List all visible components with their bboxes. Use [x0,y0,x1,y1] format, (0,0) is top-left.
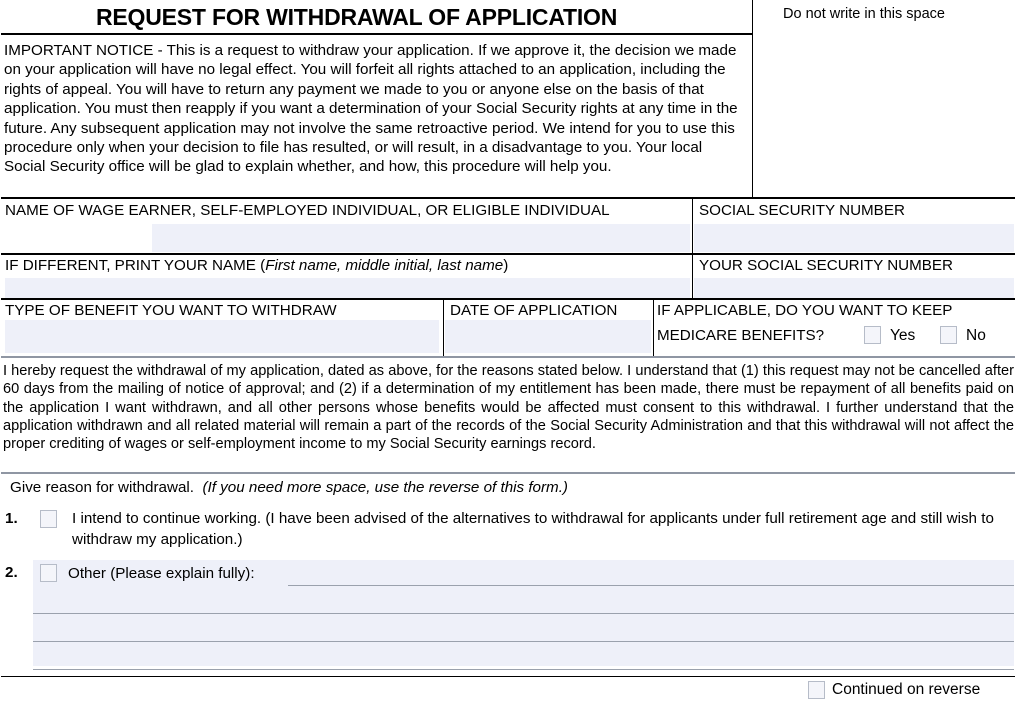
your-social-security-number-input[interactable] [694,278,1014,298]
legal-statement-text: I hereby request the withdrawal of my application, dated as above, for the reasons stated below. I understand that (1) this request may not be cancelled after 60 days from the mailing of notice of approval; and (2) if a determination of my entitlement has been made, there must be repayment of all benefits paid on the application I want withdrawn, and all other persons whose benefits would be affected must consent to this withdrawal. I further understand that the application withdrawn and all related material will remain a part of the records of the Social Security Administration and that this withdrawal will not affect the proper crediting of wages or self-employment income to my Social Security earnings record. [3,363,1014,453]
reason-item-2-writeline-2[interactable] [33,613,1014,614]
reason-item-2-number: 2. [5,564,18,581]
notice-bottom-rule [1,197,1015,199]
if-different-name-label-close: ) [503,257,509,274]
reason-item-1-text: I intend to continue working. (I have been advised of the alternatives to withdrawal for applicants under full retirement age and still wish to withdraw my application.) [72,510,994,548]
date-of-application-input[interactable] [445,320,651,353]
give-reason-prompt-italic: (If you need more space, use the reverse of this form.) [202,479,568,496]
if-different-ssn-divider [692,253,693,298]
if-different-name-label [5,256,508,275]
medicare-yes-label: Yes [890,327,916,344]
name-ssn-divider [692,197,693,253]
reason-item-2-writeline-3[interactable] [33,641,1014,642]
benefit-date-divider [443,298,444,356]
name-wage-earner-input[interactable] [152,224,690,252]
name-row-bottom-rule [1,253,1015,255]
if-different-row-bottom-rule [1,298,1015,300]
reason-item-1-number: 1. [5,510,18,527]
medicare-no-checkbox[interactable] [940,326,957,344]
reason-item-2-writeline-4[interactable] [33,669,1014,670]
social-security-number-input[interactable] [694,224,1014,252]
date-medicare-divider [653,298,654,356]
reason-item-2-writeline-1[interactable] [288,585,1014,586]
type-of-benefit-input[interactable] [5,320,439,353]
name-wage-earner-label: NAME OF WAGE EARNER, SELF-EMPLOYED INDIVIDUAL, OR ELIGIBLE INDIVIDUAL [5,202,610,219]
important-notice-text: IMPORTANT NOTICE - This is a request to withdraw your application. If we approve it, the decision we made on your application will have no legal effect. You will forfeit all rights attached to an application, including the rights of appeal. You will have to return any payment we made to you or anyone else on the basis of that application. You must then reapply if you want a determination of your Social Security rights at any time in the future. Any subsequent application may not involve the same retroactive period. We intend for you to use this procedure only when your decision to file has resulted, or will result, in a disadvantage to you. Your local Social Security office will be glad to explain whether, and how, this procedure will help you. [4,42,738,176]
page-title: REQUEST FOR WITHDRAWAL OF APPLICATION [96,4,618,30]
type-of-benefit-label: TYPE OF BENEFIT YOU WANT TO WITHDRAW [5,302,337,319]
medicare-no-label: No [966,327,986,344]
do-not-write-note: Do not write in this space [783,6,945,22]
footer-top-rule [1,676,1015,677]
if-different-name-label-plain: IF DIFFERENT, PRINT YOUR NAME ( [5,257,266,274]
benefit-row-bottom-rule [1,356,1015,358]
give-reason-prompt [10,479,568,496]
medicare-label-line2: MEDICARE BENEFITS? [657,327,825,344]
title-underline [1,33,752,35]
continued-on-reverse-checkbox[interactable] [808,681,825,699]
continued-on-reverse-label: Continued on reverse [832,681,981,698]
medicare-label-line1: IF APPLICABLE, DO YOU WANT TO KEEP [657,302,953,319]
reason-item-2-text: Other (Please explain fully): [68,565,255,582]
social-security-number-label: SOCIAL SECURITY NUMBER [699,202,905,219]
legal-bottom-rule [1,472,1015,474]
medicare-yes-checkbox[interactable] [864,326,881,344]
reason-item-2-checkbox[interactable] [40,564,57,582]
your-social-security-number-label: YOUR SOCIAL SECURITY NUMBER [699,257,954,274]
give-reason-prompt-plain: Give reason for withdrawal. [10,479,195,496]
if-different-name-input[interactable] [5,278,690,298]
do-not-write-divider [752,0,753,197]
date-of-application-label: DATE OF APPLICATION [450,302,618,319]
if-different-name-label-italic: First name, middle initial, last name [265,257,504,274]
reason-item-1-checkbox[interactable] [40,510,57,528]
